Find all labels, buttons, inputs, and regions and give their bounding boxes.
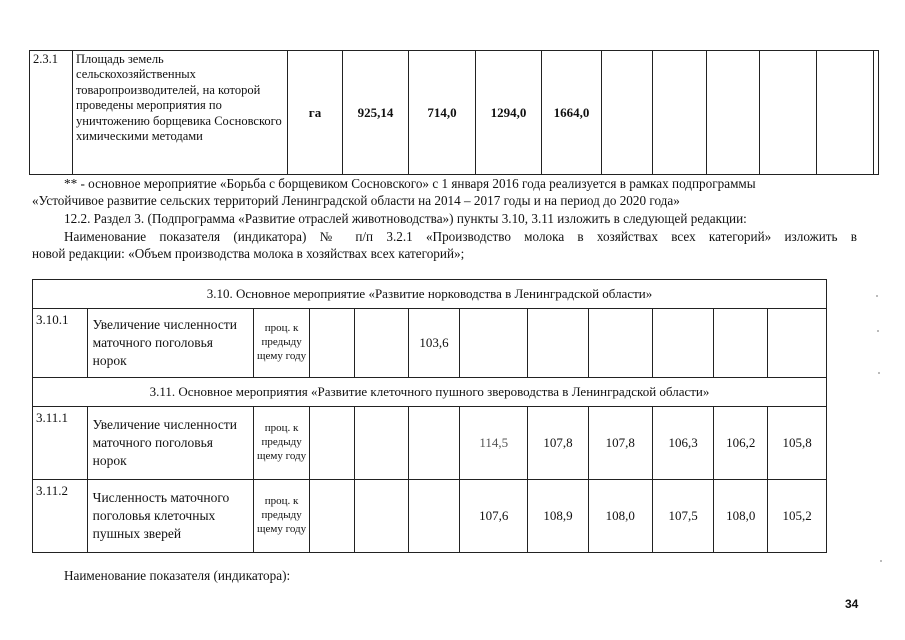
value-cell <box>768 309 827 378</box>
value-cell: 1664,0 <box>542 51 602 175</box>
value-cell: 1294,0 <box>476 51 542 175</box>
value-cell <box>588 309 652 378</box>
value-cell: 925,14 <box>343 51 409 175</box>
row-code: 3.11.1 <box>33 407 88 480</box>
section-3-10-heading: 3.10. Основное мероприятие «Развитие норководства в Ленинградской области» <box>33 280 827 309</box>
indicator-table-3-10-3-11 <box>32 279 827 553</box>
table-row <box>33 407 827 480</box>
value-cell: 107,8 <box>588 407 652 480</box>
row-name: Численность маточного поголовья клеточных пушных зверей <box>87 480 253 553</box>
table-row <box>30 51 879 175</box>
section-12-2-text: 12.2. Раздел 3. (Подпрограмма «Развитие отраслей животноводства») пункты 3.10, 3.11 изложить в следующей редакции: <box>64 211 747 226</box>
table-row <box>33 480 827 553</box>
value-cell <box>653 51 707 175</box>
value-cell <box>528 309 589 378</box>
row-code: 3.10.1 <box>33 309 88 378</box>
value-cell: 114,5 <box>460 407 528 480</box>
edge-cell <box>874 51 879 175</box>
indicator-text-line-2: новой редакции: «Объем производства молока в хозяйствах всех категорий»; <box>32 246 465 261</box>
value-cell <box>760 51 817 175</box>
footnote-line-2: «Устойчивое развитие сельских территорий Ленинградской области на 2014 – 2017 годы и на период до 2020 года» <box>32 193 680 208</box>
bottom-indicator-label: Наименование показателя (индикатора): <box>64 568 291 583</box>
value-cell: 105,8 <box>768 407 827 480</box>
value-cell: 108,0 <box>588 480 652 553</box>
scan-speck <box>876 295 878 297</box>
scan-speck <box>878 372 880 374</box>
value-cell <box>355 480 409 553</box>
value-cell <box>310 480 355 553</box>
value-cell <box>355 309 409 378</box>
value-cell <box>602 51 653 175</box>
row-unit: га <box>288 51 343 175</box>
scan-speck <box>877 330 879 332</box>
value-cell <box>714 309 768 378</box>
section-row <box>33 280 827 309</box>
value-cell <box>310 407 355 480</box>
row-unit: проц. к предыду щему году <box>253 407 310 480</box>
indicator-table-2-3 <box>29 50 879 175</box>
value-cell <box>310 309 355 378</box>
row-unit: проц. к предыду щему году <box>253 309 310 378</box>
row-unit: проц. к предыду щему году <box>253 480 310 553</box>
row-name: Увеличение численности маточного поголовья норок <box>87 309 253 378</box>
value-cell: 107,5 <box>652 480 714 553</box>
value-cell: 108,9 <box>528 480 589 553</box>
section-row <box>33 378 827 407</box>
row-name: Увеличение численности маточного поголовья норок <box>87 407 253 480</box>
page-number: 34 <box>845 597 859 611</box>
value-cell: 105,2 <box>768 480 827 553</box>
scan-speck <box>880 560 882 562</box>
value-cell <box>408 480 460 553</box>
table-row <box>33 309 827 378</box>
value-cell: 107,6 <box>460 480 528 553</box>
value-cell: 108,0 <box>714 480 768 553</box>
value-cell: 106,3 <box>652 407 714 480</box>
row-code: 3.11.2 <box>33 480 88 553</box>
value-cell: 714,0 <box>409 51 476 175</box>
value-cell <box>707 51 760 175</box>
section-3-11-heading: 3.11. Основное мероприятия «Развитие клеточного пушного звероводства в Ленинградской области» <box>33 378 827 407</box>
indicator-text-line-1: Наименование показателя (индикатора) № п/п 3.2.1 «Производство молока в хозяйствах всех категорий» изложить в <box>64 229 857 244</box>
value-cell: 107,8 <box>528 407 589 480</box>
value-cell <box>355 407 409 480</box>
value-cell <box>460 309 528 378</box>
value-cell <box>817 51 874 175</box>
value-cell <box>652 309 714 378</box>
footnote-line-1: ** - основное мероприятие «Борьба с борщевиком Сосновского» с 1 января 2016 года реализуется в рамках подпрограммы <box>64 176 756 191</box>
row-code: 2.3.1 <box>30 51 73 175</box>
value-cell: 106,2 <box>714 407 768 480</box>
value-cell <box>408 407 460 480</box>
row-name: Площадь земель сельскохозяйственных товаропроизводителей, на которой проведены мероприятия по уничтожению борщевика Сосновского химическими методами <box>73 51 288 175</box>
value-cell: 103,6 <box>408 309 460 378</box>
